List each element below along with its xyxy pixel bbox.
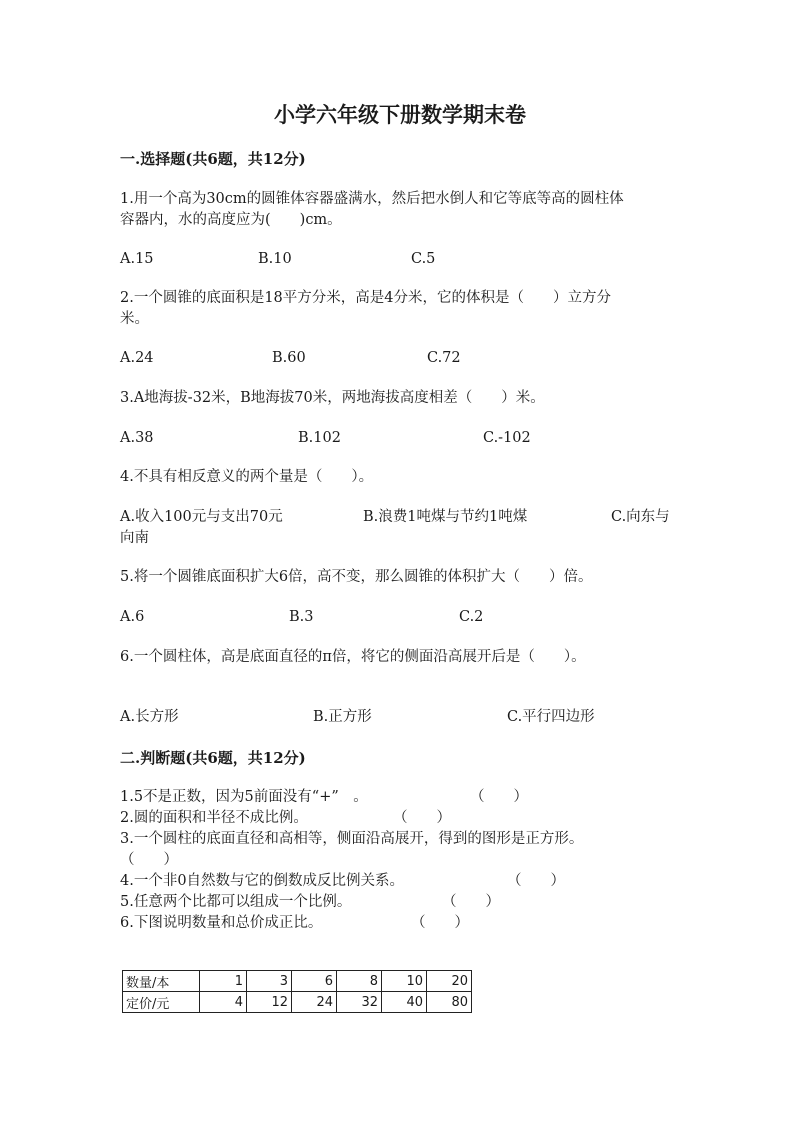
table-cell: 12 <box>247 992 292 1013</box>
question-3-option-a: A.38 <box>120 430 154 446</box>
section-heading-judgement: 二.判断题(共6题，共12分) <box>120 749 306 767</box>
table-cell: 6 <box>292 971 337 992</box>
table-cell: 32 <box>337 992 382 1013</box>
judgement-1-bracket: （ ） <box>470 789 528 805</box>
question-5-option-a: A.6 <box>120 609 145 625</box>
question-4-option-a: A.收入100元与支出70元 <box>120 509 283 525</box>
question-3-stem: 3.A地海拔-32米，B地海拔70米，两地海拔高度相差（ ）米。 <box>120 390 545 406</box>
question-3-option-c: C.-102 <box>483 430 531 446</box>
question-5-option-c: C.2 <box>459 609 484 625</box>
page-title: 小学六年级下册数学期末卷 <box>274 102 526 127</box>
judgement-5-text: 5.任意两个比都可以组成一个比例。 <box>120 894 352 910</box>
question-1-stem-cont: 容器内，水的高度应为( )cm。 <box>120 212 342 228</box>
question-2-option-c: C.72 <box>427 350 461 366</box>
table-cell: 8 <box>337 971 382 992</box>
table-cell: 24 <box>292 992 337 1013</box>
judgement-2-bracket: （ ） <box>393 810 451 826</box>
quantity-price-table <box>122 970 472 1013</box>
table-row-header: 数量/本 <box>123 971 200 992</box>
table-row-header: 定价/元 <box>123 992 200 1013</box>
section-heading-choice: 一.选择题(共6题，共12分) <box>120 150 306 168</box>
question-6-option-c: C.平行四边形 <box>507 709 595 725</box>
question-2-option-b: B.60 <box>272 350 306 366</box>
table-cell: 10 <box>382 971 427 992</box>
question-4-option-c: C.向东与 <box>611 509 670 525</box>
question-4-option-c-cont: 向南 <box>120 530 149 546</box>
question-5-stem: 5.将一个圆锥底面积扩大6倍，高不变，那么圆锥的体积扩大（ ）倍。 <box>120 569 593 585</box>
judgement-2-text: 2.圆的面积和半径不成比例。 <box>120 810 308 826</box>
question-4-option-b: B.浪费1吨煤与节约1吨煤 <box>363 509 528 525</box>
question-4-stem: 4.不具有相反意义的两个量是（ ）。 <box>120 469 374 485</box>
table-cell: 1 <box>200 971 247 992</box>
question-6-option-a: A.长方形 <box>120 709 179 725</box>
table-row <box>123 971 472 992</box>
question-1-option-b: B.10 <box>258 251 292 267</box>
question-5-option-b: B.3 <box>289 609 314 625</box>
judgement-5-bracket: （ ） <box>442 894 500 910</box>
table-cell: 4 <box>200 992 247 1013</box>
question-6-stem: 6.一个圆柱体，高是底面直径的π倍，将它的侧面沿高展开后是（ ）。 <box>120 649 586 665</box>
table-cell: 3 <box>247 971 292 992</box>
judgement-3-text: 3.一个圆柱的底面直径和高相等，侧面沿高展开，得到的图形是正方形。 <box>120 831 584 847</box>
question-1-option-a: A.15 <box>120 251 154 267</box>
judgement-4-text: 4.一个非0自然数与它的倒数成反比例关系。 <box>120 873 405 889</box>
question-2-stem: 2.一个圆锥的底面积是18平方分米，高是4分米，它的体积是（ ）立方分 <box>120 290 612 306</box>
question-3-option-b: B.102 <box>298 430 341 446</box>
question-1-stem: 1.用一个高为30cm的圆锥体容器盛满水，然后把水倒人和它等底等高的圆柱体 <box>120 191 624 207</box>
question-2-option-a: A.24 <box>120 350 154 366</box>
table-cell: 80 <box>427 992 472 1013</box>
question-6-option-b: B.正方形 <box>313 709 372 725</box>
judgement-4-bracket: （ ） <box>507 873 565 889</box>
table-cell: 20 <box>427 971 472 992</box>
table-row <box>123 992 472 1013</box>
table-cell: 40 <box>382 992 427 1013</box>
judgement-6-bracket: （ ） <box>411 915 469 931</box>
judgement-3-bracket: （ ） <box>120 852 178 868</box>
question-1-option-c: C.5 <box>411 251 436 267</box>
judgement-6-text: 6.下图说明数量和总价成正比。 <box>120 915 323 931</box>
judgement-1-text: 1.5不是正数，因为5前面没有“+” 。 <box>120 789 368 805</box>
question-2-stem-cont: 米。 <box>120 311 149 327</box>
